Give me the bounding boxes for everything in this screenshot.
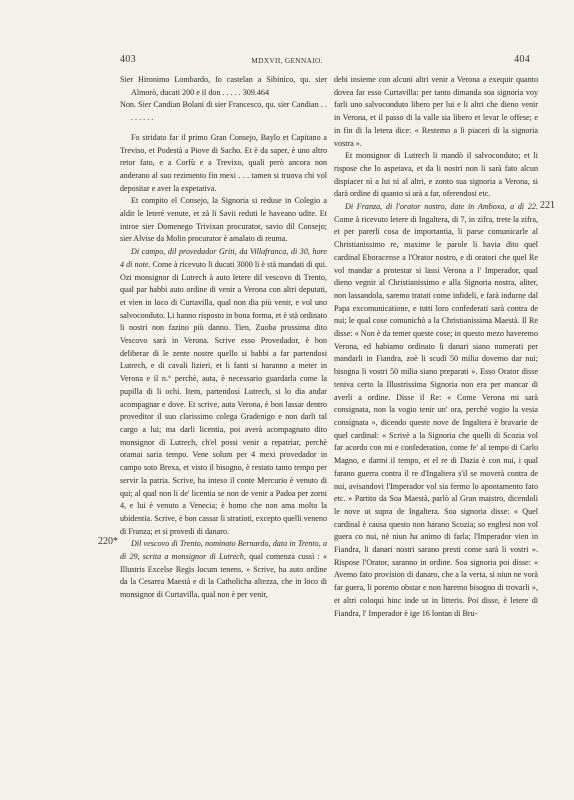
running-head: MDXVII, GENNAIO.: [251, 56, 323, 65]
paragraph: Et compito el Consejo, la Signoria si reduse in Colegio a aldir le leteré venute, et zà li Savii reduti le haveano udite. Et introe sier Domenego Trivixan procurator, savio dil Consejo; sier Alvise da Molin procurator è amalato di reuma.: [120, 196, 327, 244]
paragraph: debi insieme con alcuni altri venir a Verona a exequir quanto dovea far esso Curtavilla: per tanto dimanda soa signoria voy farli uno salvoconduto libero per lui e li altri che dieno venir in Verona, et il passo di la valle sia libero et levar le offese; e in fin di la letera dice: « Restemo a li piaceri di la signoria vostra ».: [334, 75, 538, 148]
paragraph-body: Come à ricevuto li ducati 3000 li è stà mandati di qui. Ozi monsignor di Lutrech à auto letere dil vescovo di Trento, qual par habbi auto ordine di venir a Verona con altri deputati, et vien in loco di Curtavilla, qual non dia più venir, e vol uno salvoconduto. Li hanno risposto in bona forma, et è stà ordinato li nostri non fazino più danno. Tien, Zuoba prossima dito Vescovo sarà in Verona. Scrive esso Provedador, è bon deliberar di le zente nostre quello si habbi a far partendosi Lutrech, e di cavali lizieri, et li fanti si haranno a meter in Verona e il n.° perchè, auta, è necessario guardarla come la pupilla di li ochi. Item, partendosi Lutrech, si lo dia andar acompagnar e dove. Et scrive, auta Verona, è bon lassar dentro proveditor il suo clarissimo colega Gradenigo e non darli tal cargo a lui; ma darli licentia, poi averà acompagnato dito monsignor di Lutrech, ch'el possi venir a repatriar, perchè oramai saria tempo. Vene solum per 4 mexi provedador in campo soto Brexa, et visto il bisogno, è restato tanto tempo per servir la patria. Scrive, ha inteso il conte Mercurio è venuto di qui; al qual non li de' licentia se non de venir a Padoa per zorni 4, e lui è venuto a Venecia; è homo che non ama molto la ubidentia. Scrive, è bon cassar li stratioti, excepto quelli veneno di Franza; et si provedi di danaro.: [120, 259, 327, 536]
paragraph: [120, 538, 327, 602]
margin-note-right: 221: [540, 200, 555, 211]
list-entry: Sier Hironimo Lombardo, fo castelan a Sibinico, qu. sier Almorò, ducati 200 e il don . . . . . 309.464: [120, 75, 327, 97]
paragraph-body: qual comenza cussì : « Illustris Excelse Regis locum tenens. » Scrive, ha auto ordine da la Cesarea Maestà e di la Catholicha altezza, che in loco di monsignor di Curtavilla, qual non è per venir,: [120, 552, 327, 600]
margin-note-left: 220*: [98, 536, 118, 547]
paragraph: Fo stridato far il primo Gran Consejo, Baylo et Capitano a Treviso, et Podestà a Piove di Sacho. Et è da saper, è uno altro retor fato, e a Corfù e a Trevixo, quali però ancora non anderano al suo rezimento fin mexi . . . tamen si truova chi vol depositar e aver la expetativa.: [120, 132, 327, 193]
left-column: [120, 74, 327, 602]
paragraph-heading: Di Franza, di l'orator nostro, date in Amboxa, a dì 22.: [345, 202, 538, 212]
right-page-number: 404: [514, 54, 530, 65]
paragraph: [120, 246, 327, 538]
paragraph-heading: Di campo, dil provedador Griti, da Villafranca, di 30, hore 4 di note.: [120, 247, 327, 269]
paragraph-heading: Dil vescovo di Trento, nominato Bernardo, data in Trento, a dì 29, scrita a monsignor di Lutrech,: [120, 539, 327, 562]
paragraph: [334, 201, 538, 620]
right-column: [334, 74, 538, 620]
list-entry: Non. Sier Candian Bolani di sier Francesco, qu. sier Candian . . . . . . . .: [120, 100, 327, 123]
paragraph-body: Come à ricevuto letere di Ingaltera, di 7, in zifra, trete la zifra, et per parerli cosa de importantia, li parse comunicarle al Christianissimo re, maxime le parole li havia dito quel cardinal Eboracense a l'Orator nostro, e di oratori che quel Re vol mandar a protestar si lassi Verona a l' Imperador, qual dieno vegnir al Christianissimo e alla Signoria nostra, aliter, non lassandola, saremo tratati come infideli, e farà indurne dal Papa excomunicatione, e tutti loro confederati sarà contra de nui; le qual cose comunichò a la Christianissima Maestà. Il Re disse: « Non è da temer queste cose; in questo mezo haveremo Verona, ed habiamo ordinato li danari siano numerati per mandarli in Fiandra, zoè li scudi 50 milia dovemo dar nui; bisogna li vostri 50 milia siano preparati ». Esso Orator disse teniva certo la Illustrissima Signoria non era per mancar di averli a ordine. Disse il Re: « Come Verona mi sarà consignata, non la vogio tenir un' ora, perchè vogio la vesia consignata », dicendo queste nove de Ingaltera è bravarie de quel cardinal: « Scrivè a la Signoria che quelli di Scozia vol far acordo con mi e confederation, come fe' al tempo di Carlo Magno, e darmi il tempo, et el re di Dazia è con nui, i qual farano guerra contra il re d'Ingaltera s'il se moverà contra de nui, avisandovi l'Imperador vol sia fermo lo apontamento fato etc. » Partito da Soa Maestà, parlò al Gran maistro, dicendoli le nove ut supra de Ingaltera. Soa signoria disse: « Quel cardinal è causa questo non harano Scozia; so englesi non vol guera co nui, nè niun ha animo di farla; l'Imperador vien in Fiandra, li danari nostri sarano presti come sarà li vostri ». Rispose l'Orator, saranno in ordine. Soa signoria poi disse: « Avemo fato provision di danaro, che a la verta, si niun ne vorà far guera, li poremo obstar e non haremo bisogno di trovarli », et altri coloqui hinc inde ut in litteris. Poi disse, è letere di Fiandra, l' Imperador è ige 16 lontan di Bru-: [334, 214, 538, 618]
paragraph: Et monsignor di Lutrech li mandò il salvoconduto; et li rispose che lo aspetava, et da li nostri non li sarà fato alcun dispiacer nì a lui nì al altri, e zonto sua signoria a Verona, si darà ordine di quanto si arà a far, oferendosi etc.: [334, 151, 538, 199]
left-page-number: 403: [120, 54, 136, 65]
